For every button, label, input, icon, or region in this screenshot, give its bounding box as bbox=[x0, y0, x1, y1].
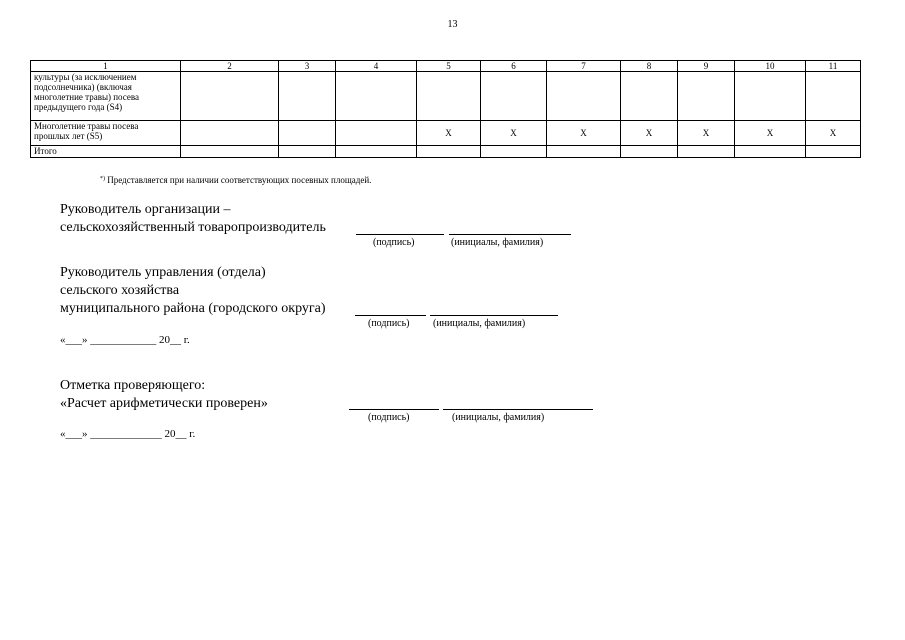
block3-date: «___» _____________ 20__ г. bbox=[60, 428, 196, 440]
block1-title: Руководитель организации – bbox=[60, 202, 231, 217]
table-header-row bbox=[31, 61, 861, 72]
table-cell bbox=[806, 146, 861, 158]
signature-caption: (подпись) bbox=[368, 318, 410, 329]
block2-line3: муниципального района (городского округа) bbox=[60, 301, 326, 316]
row-label-line: предыдущего года (S4) bbox=[34, 102, 123, 112]
table-cell bbox=[336, 121, 417, 146]
table-cell bbox=[735, 146, 806, 158]
table-cell: X bbox=[417, 121, 481, 146]
table-cell bbox=[181, 121, 279, 146]
table-cell bbox=[621, 146, 678, 158]
table-row bbox=[31, 72, 861, 121]
table-cell bbox=[417, 72, 481, 121]
table-cell bbox=[417, 146, 481, 158]
block3-subtitle: «Расчет арифметически проверен» bbox=[60, 396, 268, 411]
footnote-text: Представляется при наличии соответствующих посевных площадей. bbox=[107, 175, 372, 185]
table-cell bbox=[279, 121, 336, 146]
block2-title: Руководитель управления (отдела) bbox=[60, 265, 266, 280]
signature-line bbox=[355, 315, 426, 316]
block2-line2: сельского хозяйства bbox=[60, 283, 180, 298]
form-table bbox=[30, 60, 861, 158]
block1-subtitle: сельскохозяйственный товаропроизводитель bbox=[60, 220, 326, 235]
table-cell bbox=[279, 146, 336, 158]
column-header: 7 bbox=[547, 61, 621, 72]
table-cell bbox=[336, 72, 417, 121]
row-label-line: Многолетние травы посева bbox=[34, 121, 139, 131]
table-cell: X bbox=[806, 121, 861, 146]
row-label-line: подсолнечника) (включая bbox=[34, 82, 132, 92]
column-header: 1 bbox=[31, 61, 181, 72]
signature-line bbox=[356, 234, 444, 235]
table-cell bbox=[481, 146, 547, 158]
table-cell bbox=[806, 72, 861, 121]
row-label-line: многолетние травы) посева bbox=[34, 92, 140, 102]
column-header: 6 bbox=[481, 61, 547, 72]
table-cell bbox=[621, 72, 678, 121]
column-header: 9 bbox=[678, 61, 735, 72]
name-line bbox=[443, 409, 593, 410]
table-cell bbox=[735, 72, 806, 121]
row-label bbox=[31, 146, 181, 158]
name-caption: (инициалы, фамилия) bbox=[451, 237, 544, 248]
row-label-line: прошлых лет (S5) bbox=[34, 131, 103, 141]
table-cell bbox=[481, 72, 547, 121]
table-cell bbox=[279, 72, 336, 121]
table-cell bbox=[547, 72, 621, 121]
row-label-line: культуры (за исключением bbox=[34, 72, 137, 82]
table-row-total bbox=[31, 146, 861, 158]
name-line bbox=[449, 234, 571, 235]
row-label-line: Итого bbox=[34, 146, 57, 156]
table-cell bbox=[181, 72, 279, 121]
table-cell bbox=[678, 146, 735, 158]
column-header: 8 bbox=[621, 61, 678, 72]
footnote bbox=[100, 175, 371, 185]
name-caption: (инициалы, фамилия) bbox=[433, 318, 526, 329]
footnote-mark: *) bbox=[100, 176, 105, 182]
column-header: 4 bbox=[336, 61, 417, 72]
table-cell: X bbox=[678, 121, 735, 146]
signature-caption: (подпись) bbox=[368, 412, 410, 423]
name-caption: (инициалы, фамилия) bbox=[452, 412, 545, 423]
row-label bbox=[31, 121, 181, 146]
block2-date: «___» ____________ 20__ г. bbox=[60, 334, 190, 346]
table-row bbox=[31, 121, 861, 146]
table-cell: X bbox=[735, 121, 806, 146]
column-header: 3 bbox=[279, 61, 336, 72]
table-cell bbox=[547, 146, 621, 158]
table-cell bbox=[181, 146, 279, 158]
block3-title: Отметка проверяющего: bbox=[60, 378, 206, 393]
table-cell: X bbox=[621, 121, 678, 146]
name-line bbox=[430, 315, 558, 316]
table-cell bbox=[336, 146, 417, 158]
table-cell bbox=[678, 72, 735, 121]
table-cell: X bbox=[481, 121, 547, 146]
row-label bbox=[31, 72, 181, 121]
column-header: 5 bbox=[417, 61, 481, 72]
column-header: 2 bbox=[181, 61, 279, 72]
signature-line bbox=[349, 409, 439, 410]
signature-caption: (подпись) bbox=[373, 237, 415, 248]
column-header: 10 bbox=[735, 61, 806, 72]
table-cell: X bbox=[547, 121, 621, 146]
page-number: 13 bbox=[447, 19, 458, 30]
column-header: 11 bbox=[806, 61, 861, 72]
